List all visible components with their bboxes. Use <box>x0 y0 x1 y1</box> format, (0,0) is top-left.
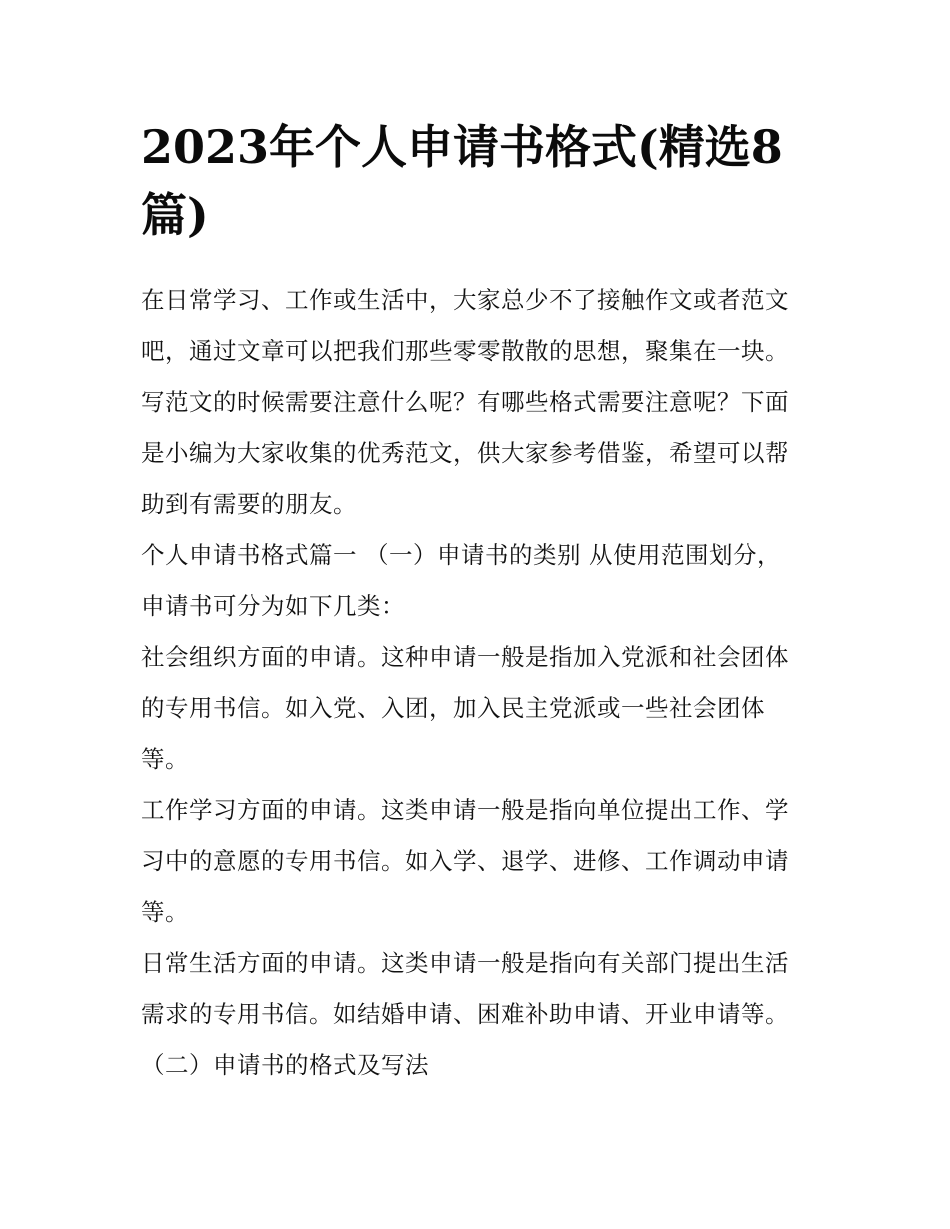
text-line: （二）申请书的格式及写法 <box>141 1051 429 1079</box>
intro-paragraph <box>141 275 821 530</box>
text-line: 的专用书信。如入党、入团，加入民主党派或一些社会团体 <box>141 694 765 722</box>
text-line: 等。 <box>141 898 189 926</box>
text-line: 申请书可分为如下几类： <box>141 592 405 620</box>
text-line: 习中的意愿的专用书信。如入学、退学、进修、工作调动申请 <box>141 847 789 875</box>
format-heading-paragraph <box>141 1040 821 1091</box>
text-line: 日常生活方面的申请。这类申请一般是指向有关部门提出生活 <box>141 949 789 977</box>
work-study-paragraph <box>141 785 821 938</box>
document-title <box>141 113 821 249</box>
text-line: 工作学习方面的申请。这类申请一般是指向单位提出工作、学 <box>141 796 789 824</box>
social-organization-paragraph <box>141 632 821 785</box>
text-line: 等。 <box>141 745 189 773</box>
document-page <box>141 113 821 1091</box>
text-line: 需求的专用书信。如结婚申请、困难补助申请、开业申请等。 <box>141 1000 789 1028</box>
text-line: 在日常学习、工作或生活中，大家总少不了接触作文或者范文 <box>141 286 789 314</box>
text-line: 个人申请书格式篇一 （一）申请书的类别 从使用范围划分， <box>141 541 781 569</box>
text-line: 写范文的时候需要注意什么呢？有哪些格式需要注意呢？下面 <box>141 388 789 416</box>
title-line: 篇) <box>141 188 209 242</box>
text-line: 社会组织方面的申请。这种申请一般是指加入党派和社会团体 <box>141 643 789 671</box>
text-line: 助到有需要的朋友。 <box>141 490 357 518</box>
title-line: 2023年个人申请书格式(精选8 <box>141 120 783 174</box>
daily-life-paragraph <box>141 938 821 1040</box>
category-heading-paragraph <box>141 530 821 632</box>
text-line: 吧，通过文章可以把我们那些零零散散的思想，聚集在一块。 <box>141 337 789 365</box>
text-line: 是小编为大家收集的优秀范文，供大家参考借鉴，希望可以帮 <box>141 439 789 467</box>
